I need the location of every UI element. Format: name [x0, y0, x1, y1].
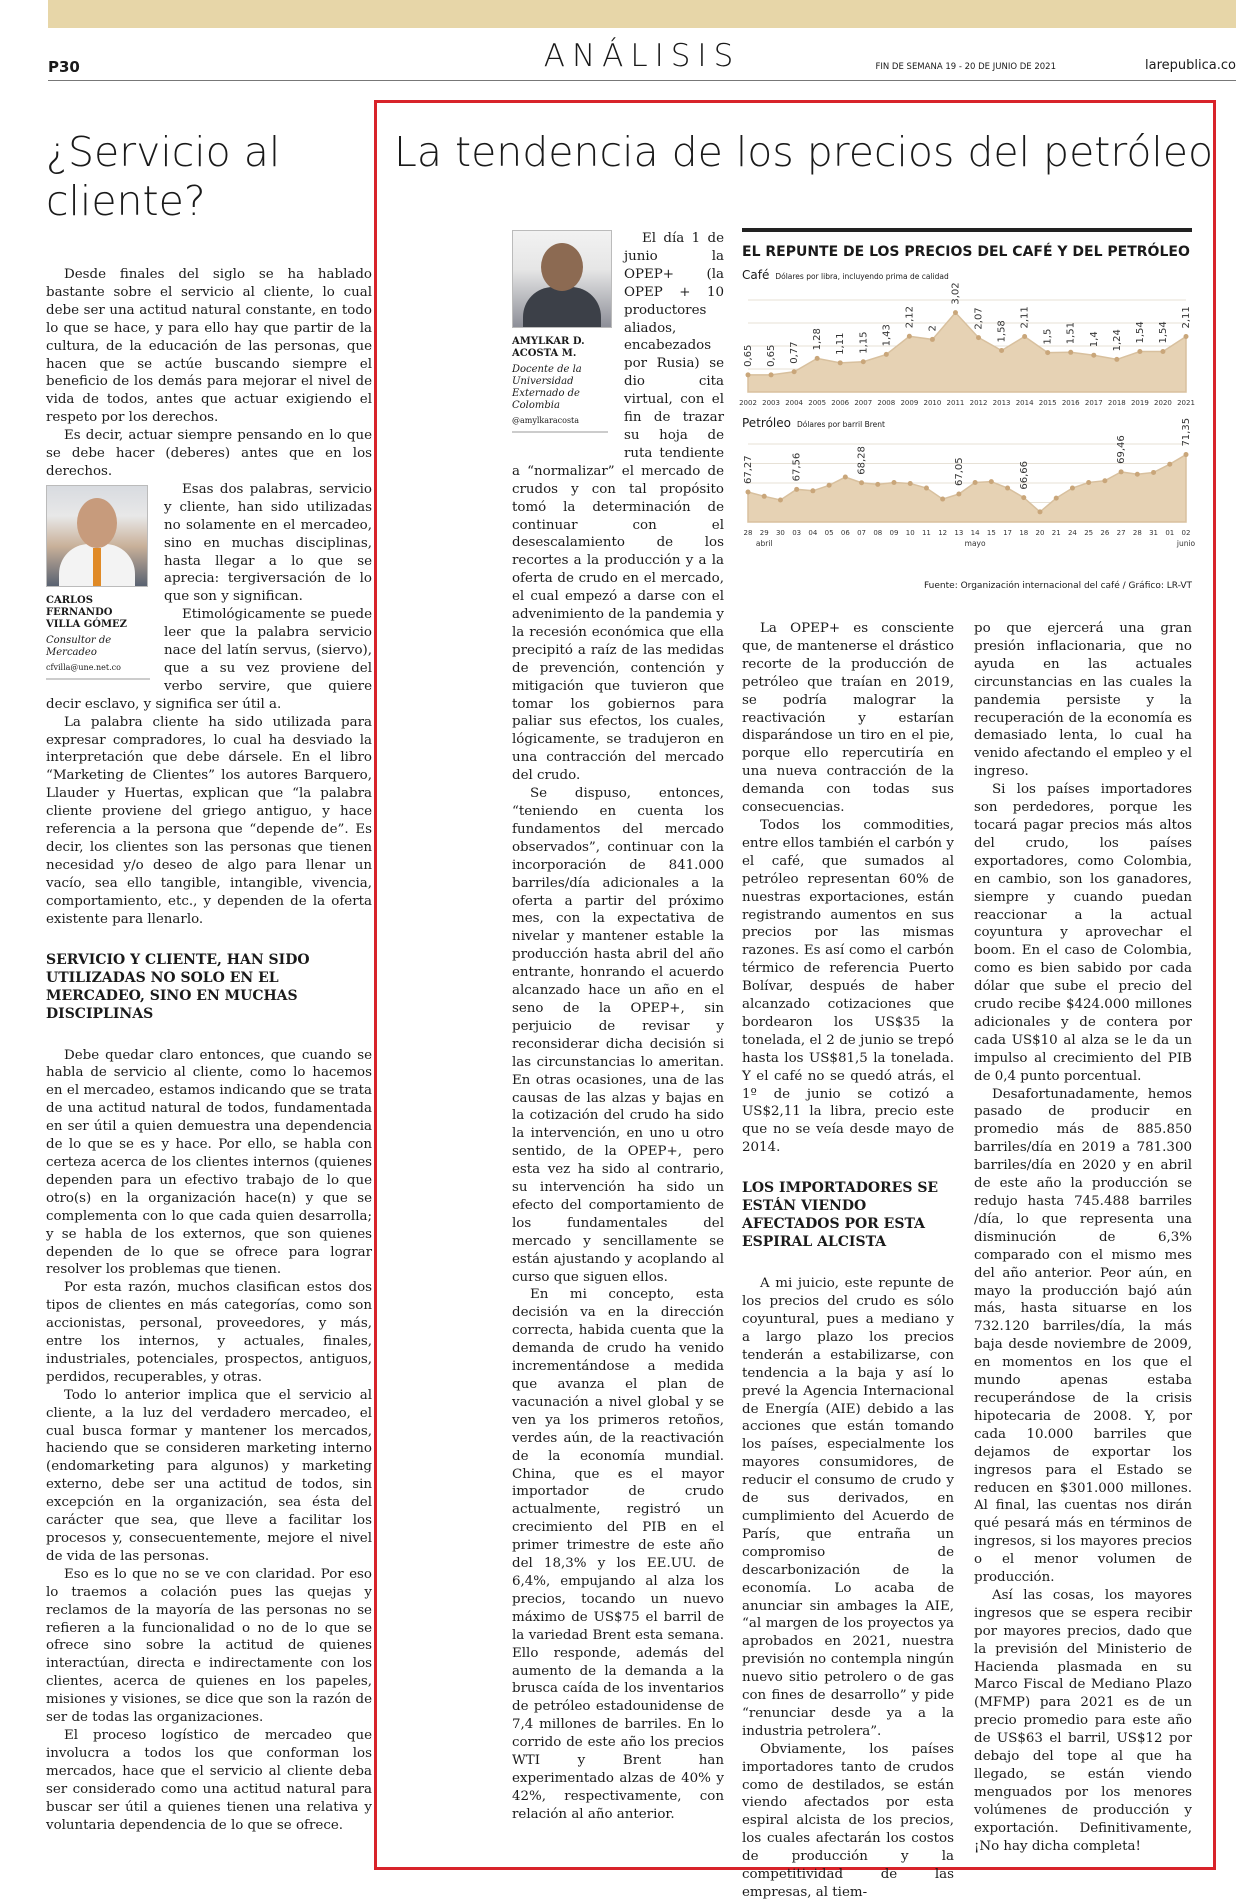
data-label: 68,28: [856, 446, 868, 475]
paragraph: Eso es lo que no se ve con claridad. Por eso lo traemos a colación pues las quejas y reclamos de la mayoría de las personas no se refieren a la funcionalidad o no de lo que se ofrece sino sobre la actitud de quienes interactúan, directa e indirectamente con los clientes, acerca de quienes en los papeles, misiones y visiones, se dice que son la razón de ser de todas las organizaciones.: [46, 1566, 372, 1726]
series-unit: Dólares por barril Brent: [796, 420, 885, 429]
data-point: [827, 483, 832, 488]
data-label: 2,11: [1019, 306, 1031, 329]
data-point: [859, 480, 864, 485]
data-label: 3,02: [950, 282, 962, 305]
series-name: Petróleo: [742, 416, 791, 430]
tick-label: 2018: [1107, 399, 1126, 407]
data-label: 0,65: [766, 344, 778, 367]
author-role: Consultor de Mercadeo: [46, 634, 112, 658]
data-point: [953, 310, 958, 315]
author-name: AMYLKAR D. ACOSTA M.: [512, 336, 585, 359]
tick-label: 30: [775, 529, 785, 537]
tick-label: 20: [1035, 529, 1045, 537]
tick-label: 2015: [1038, 399, 1057, 407]
data-point: [769, 372, 774, 377]
data-label: 66,66: [1018, 460, 1030, 490]
data-point: [1160, 349, 1165, 354]
data-label: 1,28: [812, 328, 824, 351]
tick-label: 14: [970, 529, 980, 537]
tick-label: 07: [857, 529, 867, 537]
data-label: 71,35: [1181, 417, 1192, 447]
data-point: [875, 482, 880, 487]
coffee-label: [742, 268, 1192, 282]
right-article-title: La tendencia de los precios del petróleo: [394, 128, 1214, 176]
tick-label: 11: [921, 529, 931, 537]
data-label: 1,5: [1042, 328, 1054, 345]
tick-label: 09: [889, 529, 899, 537]
data-label: 2: [927, 325, 939, 332]
data-point: [892, 480, 897, 485]
tick-label: 2002: [739, 399, 757, 407]
tick-label: 05: [824, 529, 834, 537]
data-label: 1,43: [881, 324, 893, 347]
data-point: [956, 492, 961, 497]
tick-label: 2020: [1154, 399, 1172, 407]
paragraph: Desde finales del siglo se ha hablado bastante sobre el servicio al cliente, lo cual debe ser una actitud natural constante, en todo lo que se hace, y para ello hay que partir de la cultura, de la educación de las personas, que hacen que se actúe buscando siempre el beneficio de los demás para mejorar el nivel de vida de todos, antes que actuar exigiendo el respeto por los derechos.: [46, 267, 372, 426]
oil-label: [742, 416, 1192, 430]
data-point: [907, 334, 912, 339]
page-header: [48, 36, 1236, 81]
section-title: ANÁLISIS: [543, 38, 741, 74]
paragraph: Obviamente, los países importadores tanto de crudos como de destilados, se están viendo afectados por esta espiral alcista de los precios, los cuales afectarán los costos de producción y la competitividad de las empresas, al tiem-: [742, 1741, 954, 1900]
tick-label: 2005: [808, 399, 827, 407]
data-label: 69,46: [1116, 435, 1128, 464]
tick-label: 25: [1084, 529, 1094, 537]
paragraph: Así las cosas, los mayores ingresos que se espera recibir por mayores precios, dado que la previsión del Ministerio de Hacienda plasmada en su Marco Fiscal de Mediano Plazo (MFMP) para 2021 es de un precio promedio para este año de US$63 el barril, US$12 por debajo del tope al que ha llegado, se están viendo menguados por los menores volúmenes de producción y exportación. Definitivamente, ¡No hay dicha completa!: [974, 1587, 1192, 1854]
data-point: [924, 486, 929, 491]
tick-group-label: mayo: [964, 539, 986, 548]
paragraph: En mi concepto, esta decisión va en la dirección correcta, habida cuenta que la demanda de crudo ha venido incrementándose a medida que avanza el plan de vacunación a nivel global y se ven ya los primeros retoños, verdes aún, de la reactivación de la economía mundial. China, que es el mayor importador de crudo actualmente, registró un crecimiento del PIB en el primer trimestre de este año del 18,3% y los EE.UU. de 6,4%, empujando al alza los precios, tocando un nuevo máximo de US$75 el barril de la variedad Brent esta semana. Ello responde, además del aumento de la demanda a la brusca caída de los inventarios de petróleo estadounidense de 7,4 millones de barriles. En lo corrido de este año los precios WTI y Brent han experimentado alzas de 40% y 42%, respectivamente, con relación al año anterior.: [512, 1287, 724, 1822]
data-point: [989, 479, 994, 484]
tick-label: 31: [1149, 529, 1159, 537]
author-name: CARLOS FERNANDO VILLA GÓMEZ: [46, 594, 127, 630]
tick-label: 03: [792, 529, 802, 537]
data-point: [746, 489, 751, 494]
data-point: [1184, 334, 1189, 339]
data-label: 1,4: [1088, 331, 1100, 348]
paragraph: po que ejercerá una gran presión inflacionaria, que no ayuda en las actuales circunstancias en las cuales la pandemia persiste y la recuperación de la economía es demasiado lenta, lo cual ha venido afectando el empleo y el ingreso.: [974, 621, 1192, 780]
author-email[interactable]: cfvilla@une.net.co: [46, 663, 150, 680]
column-body: [742, 620, 954, 1902]
tick-label: 2007: [854, 399, 873, 407]
paragraph: Por esta razón, muchos clasifican estos dos tipos de clientes en más categorías, como son accionistas, personal, proveedores, y más, entre los internos, y actuales, finales, industriales, potenciales, prospectos, antiguos, perdidos, recuperables, y otras.: [46, 1280, 372, 1385]
tick-label: 29: [759, 529, 769, 537]
data-point: [1137, 349, 1142, 354]
column-body: [512, 230, 724, 1824]
paragraph: A mi juicio, este repunte de los precios del crudo es sólo coyuntural, pues a mediano y a largo plazo los precios tenderán a estabilizarse, con tendencia a la baja y así lo prevé la Agencia Internacional de Energía (AIE) debido a las acciones que están tomando los países, especialmente los mayores consumidores, de reducir el consumo de crudo y de sus derivados, en cumplimiento del Acuerdo de París, que entraña un compromiso de descarbonización de la economía. Lo acaba de anunciar sin ambages la AIE, “al margen de los proyectos ya aprobados en 2021, nuestra previsión no contempla ningún nuevo sitio petrolero o de gas con fines de desarrollo” y pide “renunciar desde ya a la industria petrolera”.: [742, 1276, 954, 1739]
data-point: [1151, 470, 1156, 475]
data-point: [976, 335, 981, 340]
author-role: Docente de la Universidad Externado de Colombia: [512, 364, 582, 411]
tick-group-label: junio: [1176, 539, 1196, 548]
tick-label: 2010: [923, 399, 942, 407]
tick-label: 26: [1100, 529, 1110, 537]
data-point: [1005, 486, 1010, 491]
data-point: [1068, 350, 1073, 355]
paragraph: La palabra cliente ha sido utilizada para expresar compradores, lo cual ha desviado la interpretación que debe dársele. En el libro “Marketing de Clientes” los autores Barquero, Llauder y Huertas, explican que “la palabra cliente proviene del griego antiguo, y hace referencia a la persona que “depende de”. Es decir, los clientes son las personas que tienen necesidad y/o deseo de algo para llenar un vacío, sea ello tangible, intangible, vivencia, comportamiento, etc., y dependen de la oferta existente para llenarlo.: [46, 714, 372, 927]
paragraph: Si los países importadores son perdedores, porque les tocará pagar precios más altos del crudo, los países exportadores, como Colombia, en cambio, son los ganadores, siempre y cuando puedan reaccionar a la actual coyuntura y aprovechar el boom. En el caso de Colombia, como es bien sabido por cada dólar que sube el precio del crudo recibe $424.000 millones adicionales y de contera por cada US$10 al alza se le da un impulso al crecimiento del PIB de 0,4 punto porcentual.: [974, 782, 1192, 1084]
data-point: [1114, 357, 1119, 362]
data-point: [861, 359, 866, 364]
data-point: [908, 481, 913, 486]
series-unit: Dólares por libra, incluyendo prima de calidad: [775, 272, 949, 281]
data-label: 1,58: [996, 320, 1008, 343]
data-point: [1038, 509, 1043, 514]
column-body: [974, 620, 1192, 1856]
author-handle[interactable]: @amylkaracosta: [512, 416, 608, 433]
data-label: 2,11: [1181, 306, 1192, 329]
data-point: [1184, 452, 1189, 457]
paragraph: Es decir, actuar siempre pensando en lo que se debe hacer (deberes) antes que en los derechos.: [46, 428, 372, 479]
data-point: [843, 475, 848, 480]
tick-label: 27: [1116, 529, 1126, 537]
tick-label: 06: [840, 529, 850, 537]
tick-label: 2003: [762, 399, 780, 407]
paragraph: Todos los commodities, entre ellos también el carbón y el café, que sumados al petróleo representan 60% de nuestras exportaciones, están registrando aumentos en sus precios por las mismas razones. Es así como el carbón térmico de referencia Puerto Bolívar, después de haber alcanzado cotizaciones que bordearon los US$35 la tonelada, el 2 de junio se trepó hasta los US$81,5 la tonelada. Y el café no se quedó atrás, el 1º de junio se cotizó a US$2,11 la libra, precio este que no se veía desde mayo de 2014.: [742, 817, 954, 1156]
data-point: [762, 494, 767, 499]
paragraph: Se dispuso, entonces, “teniendo en cuenta los fundamentos del mercado observados”, continuar con la incorporación de 841.000 barriles/día adicionales a la oferta a partir del próximo mes, con la expectativa de nivelar y mantener estable la producción hasta abril del año entrante, honrando el acuerdo alcanzado hace un año en el seno de la OPEP+, sin perjuicio de revisar y reconsiderar dicha decisión si las circunstancias lo ameritan. En otras ocasiones, una de las causas de las alzas y bajas en la cotización del crudo ha sido la intervención, en uno u otro sentido, de la OPEP+, pero esta vez ha sido al contrario, su intervención ha sido un efecto del comportamiento de los fundamentales del mercado y sencillamente se están ajustando y acoplando al curso que siguen ellos.: [512, 786, 724, 1285]
data-point: [1135, 472, 1140, 477]
tick-group-label: abril: [755, 539, 773, 548]
data-point: [999, 348, 1004, 353]
data-point: [794, 487, 799, 492]
page-number: P30: [48, 58, 80, 76]
paragraph: Todo lo anterior implica que el servicio al cliente, a la luz del verdadero mercadeo, el cual busca formar y mantener los mercados, haciendo que se consideren marketing interno (endomarketing para algunos) y marketing externo, debe ser una actitud de todos, sin excepción en la organización, sea ésta del carácter que sea, que lleve a facilitar los procesos y, consecuentemente, mejore el nivel de vida de las personas.: [46, 1387, 372, 1564]
chart-title: EL REPUNTE DE LOS PRECIOS DEL CAFÉ Y DEL PETRÓLEO: [742, 228, 1192, 260]
tick-label: 2011: [946, 399, 965, 407]
author-spacer: [512, 230, 624, 456]
tick-label: 2004: [785, 399, 804, 407]
data-label: 0,65: [743, 344, 754, 367]
paragraph: La OPEP+ es consciente que, de mantenerse el drástico recorte de la producción de petróleo que traían en 2019, se podría malograr la reactivación y estarían disparándose un tiro en el pie, porque ello repercutiría en una nueva contracción de la demanda con todas sus consecuencias.: [742, 621, 954, 816]
tick-label: 18: [1019, 529, 1029, 537]
left-article-title: ¿Servicio al cliente?: [46, 128, 281, 225]
tick-label: 10: [905, 529, 915, 537]
tick-label: 17: [1003, 529, 1013, 537]
price-chart: [739, 228, 1196, 602]
tick-label: 01: [1165, 529, 1175, 537]
data-point: [810, 488, 815, 493]
data-point: [778, 497, 783, 502]
data-point: [1119, 469, 1124, 474]
tick-label: 2017: [1084, 399, 1103, 407]
data-label: 67,56: [791, 452, 803, 482]
top-color-band: [48, 0, 1236, 28]
left-article-body: [46, 266, 372, 1834]
data-point: [1022, 334, 1027, 339]
tick-label: 02: [1181, 529, 1191, 537]
coffee-chart-svg: [739, 282, 1195, 412]
paragraph: El proceso logístico de mercadeo que involucra a todos los que conforman los mercados, hace que el servicio al cliente deba ser considerado como una actitud natural para buscar ser útil a quienes tienen una relativa y voluntaria dependencia de lo que se ofrece.: [46, 1727, 372, 1833]
tick-label: 2019: [1130, 399, 1149, 407]
data-point: [815, 356, 820, 361]
data-label: 1,24: [1111, 329, 1123, 352]
data-label: 67,05: [953, 457, 965, 487]
data-label: 1,51: [1065, 322, 1077, 345]
tick-label: 24: [1067, 529, 1077, 537]
data-point: [838, 360, 843, 365]
tick-label: 2021: [1177, 399, 1195, 407]
data-point: [1054, 496, 1059, 501]
tick-label: 2016: [1061, 399, 1080, 407]
data-point: [1021, 495, 1026, 500]
data-label: 1,15: [858, 331, 870, 354]
tick-label: 08: [873, 529, 883, 537]
left-article: [46, 96, 372, 1834]
data-label: 67,27: [743, 455, 754, 484]
right-subhead: LOS IMPORTADORES SE ESTÁN VIENDO AFECTADOS POR ESTA ESPIRAL ALCISTA: [742, 1180, 939, 1251]
data-point: [1102, 478, 1107, 483]
data-label: 2,12: [904, 306, 916, 329]
paragraph: Desafortunadamente, hemos pasado de producir en promedio más de 885.850 barriles/día en 2019 a 781.300 barriles/día en 2020 y en abril de este año la producción se redujo hasta 745.488 barriles /día, lo que representa una disminución de 6,3% comparado con el mismo mes del año anterior. Peor aún, en mayo la producción bajó aún más, hasta situarse en los 732.120 barriles/día, la más baja desde noviembre de 2009, en momentos en los que el mundo apenas estaba recuperándose de la crisis hipotecaria de 2008. Y, por cada 10.000 barriles que dejamos de exportar los ingresos para el Estado se reducen en $301.000 millones. Al final, las cuentas nos dirán qué pesará más en términos de ingresos, si los mayores precios o el menor volumen de producción.: [974, 1086, 1192, 1586]
tick-label: 13: [954, 529, 964, 537]
series-name: Café: [742, 268, 770, 282]
tick-label: 15: [986, 529, 996, 537]
right-column-3: [974, 620, 1192, 1856]
right-column-1: [512, 230, 724, 1824]
data-label: 1,54: [1157, 321, 1169, 344]
data-point: [1167, 462, 1172, 467]
data-point: [1045, 350, 1050, 355]
tick-label: 28: [1132, 529, 1142, 537]
data-point: [1086, 480, 1091, 485]
tick-label: 04: [808, 529, 818, 537]
tick-label: 28: [743, 529, 753, 537]
data-point: [746, 372, 751, 377]
tick-label: 12: [938, 529, 948, 537]
tick-label: 2013: [992, 399, 1011, 407]
tick-label: 2012: [969, 399, 988, 407]
data-label: 2,07: [973, 307, 985, 330]
paragraph: Debe quedar claro entonces, que cuando se habla de servicio al cliente, como lo hacemos en el mercadeo, estamos indicando que se trata de una actitud natural de todos, fundamentada en ser útil a quien demuestra una dependencia de lo que se es y hace. Por ello, se habla con certeza acerca de los clientes internos (quienes dependen para un efectivo trabajo de lo que otro(s) en la organización hace(n) y que se complementa con lo que cada quien desarrolla; y se habla de los externos, que son quienes dependen de lo que se ofrece para lograr resolver los problemas que tienen.: [46, 1047, 372, 1278]
left-subhead: SERVICIO Y CLIENTE, HAN SIDO UTILIZADAS NO SOLO EN EL MERCADEO, SINO EN MUCHAS DISCIPLINAS: [46, 951, 310, 1022]
chart-source: Fuente: Organización internacional del café / Gráfico: LR-VT: [924, 581, 1192, 591]
data-point: [884, 352, 889, 357]
data-point: [973, 480, 978, 485]
left-author-box: [46, 485, 150, 680]
data-point: [1091, 353, 1096, 358]
data-label: 1,11: [835, 332, 847, 355]
data-point: [792, 369, 797, 374]
tick-label: 21: [1051, 529, 1061, 537]
data-point: [1070, 486, 1075, 491]
tick-label: 2014: [1015, 399, 1034, 407]
tick-label: 2009: [900, 399, 919, 407]
right-column-2: [742, 620, 954, 1902]
data-label: 0,77: [789, 341, 801, 364]
site-url[interactable]: larepublica.co: [1145, 58, 1236, 73]
paragraph: Esas dos palabras, servicio y cliente, han sido utilizadas no solamente en el mercadeo, sino en muchas disciplinas, hasta llegar a lo que se aprecia: tergiversación de lo que son y significan.: [164, 481, 372, 605]
tick-label: 2006: [831, 399, 850, 407]
paragraph: El día 1 de junio la OPEP+ (la OPEP + 10 productores aliados, encabezados por Rusia) se dio cita virtual, con el fin de trazar su hoja de ruta tendiente a “normalizar” el mercado de crudos y con tal propósito tomó la determinación de continuar con el desescalamiento de los recortes a la producción y a la oferta de crudo en el mercado, el cual empezó a darse con el advenimiento de la pandemia y la recesión económica que ella precipitó a raíz de las medidas de prevención, contención y mitigación que tuvieron que tomar los gobiernos para paliar sus efectos, los cuales, lógicamente, se tradujeron en una contracción del mercado del crudo.: [512, 231, 724, 784]
data-point: [940, 497, 945, 502]
edition-date: FIN DE SEMANA 19 - 20 DE JUNIO DE 2021: [875, 62, 1056, 72]
data-label: 1,54: [1134, 321, 1146, 344]
paragraph: Etimológicamente se puede leer que la palabra servicio nace del latín servus, (siervo), que a su vez proviene del verbo servire, que quiere decir esclavo, y significa ser útil a.: [46, 607, 372, 712]
author-photo: [46, 485, 148, 587]
tick-label: 2008: [877, 399, 896, 407]
data-point: [930, 337, 935, 342]
